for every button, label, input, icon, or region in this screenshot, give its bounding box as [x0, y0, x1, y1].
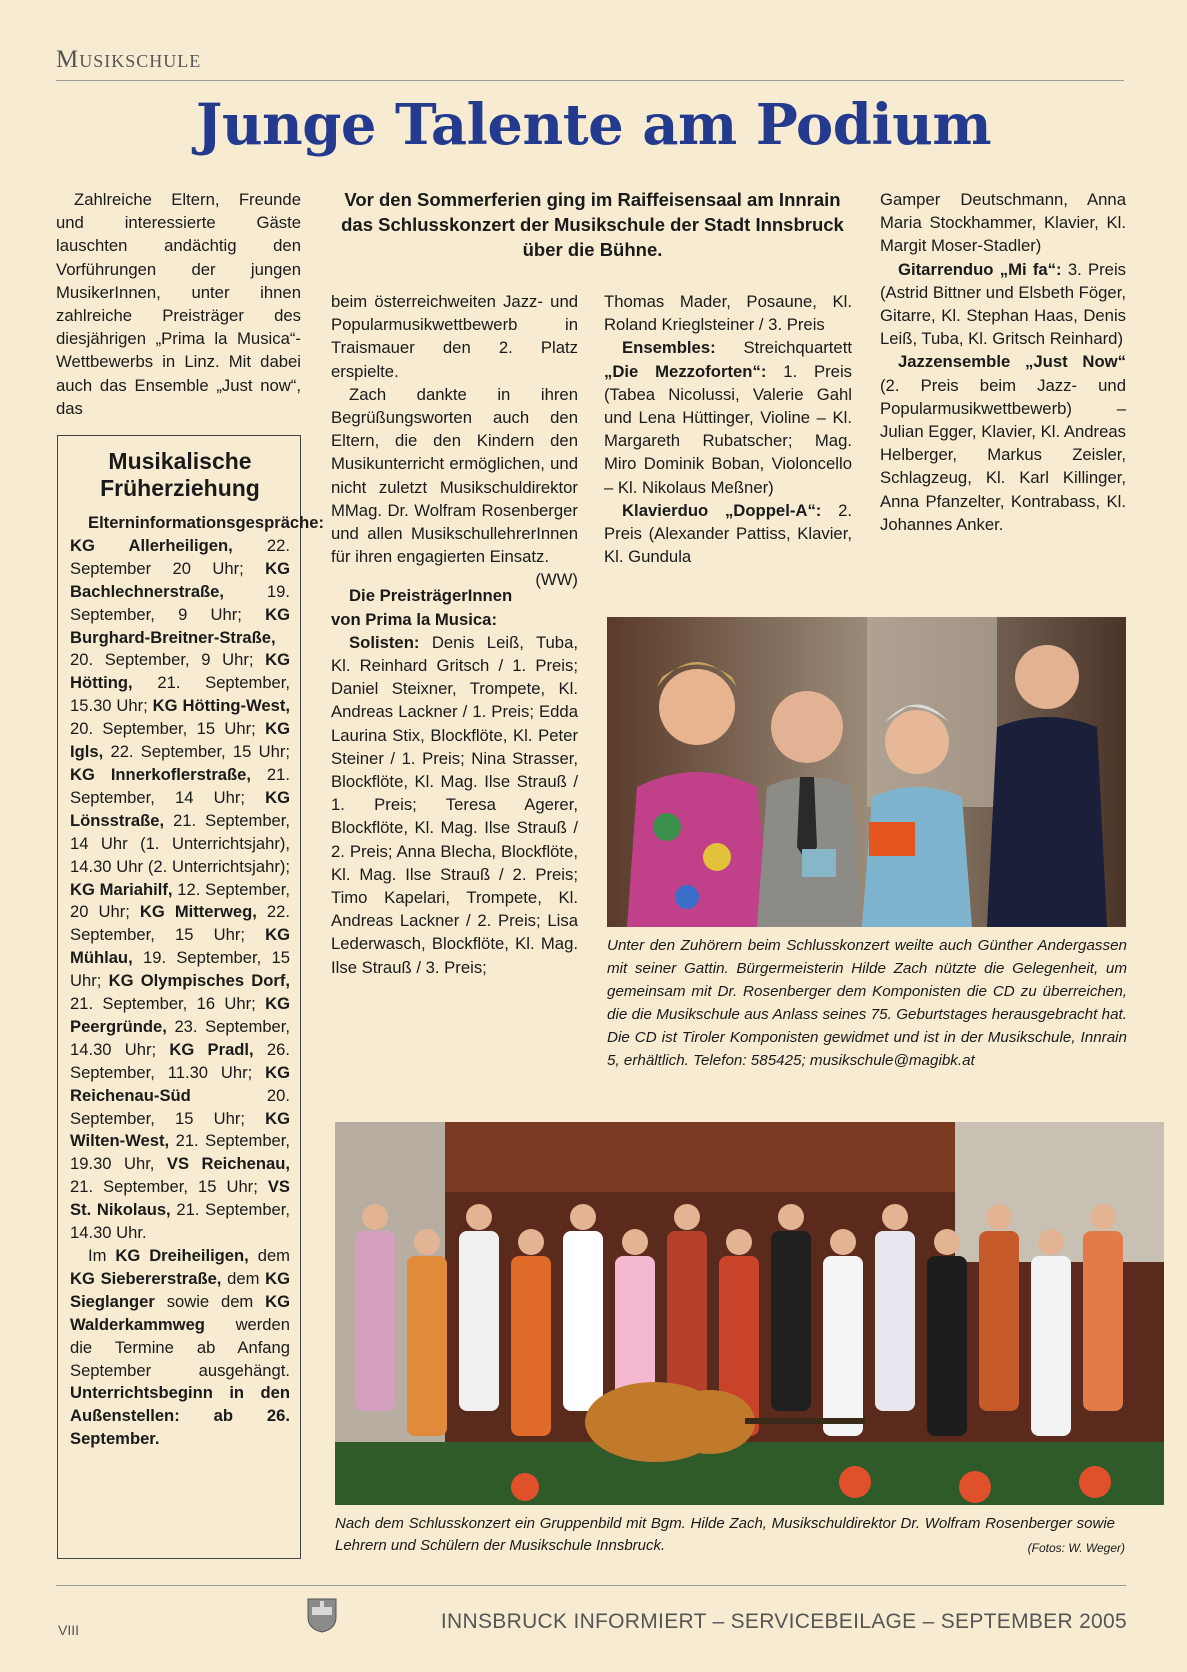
sidebar-segment: 19. September, 15 Uhr; [70, 948, 290, 991]
col3-paragraph-1: Thomas Mader, Posaune, Kl. Roland Krieglsteiner / 3. Preis [604, 292, 852, 335]
sidebar-segment: 12. September, 20 Uhr; [70, 879, 291, 922]
sidebar-segment: KG Wilten-West, [70, 1108, 290, 1151]
sidebar-segment: 21. September, 14 Uhr (1. Unterrichtsjahr), 14.30 Uhr (2. Unterrichtsjahr); [70, 810, 290, 876]
group-person [667, 1204, 707, 1411]
column-4 [880, 188, 1126, 536]
column-2 [331, 290, 578, 979]
section-label: Musikschule [56, 46, 202, 73]
photo2-caption: Nach dem Schlusskonzert ein Gruppenbild mit Bgm. Hilde Zach, Musikschuldirektor Dr. Wolfram Rosenberger sowie Lehrern und Schülern der Musikschule Innsbruck. [335, 1515, 1115, 1554]
header-rule [56, 80, 1124, 81]
publication-footer: INNSBRUCK INFORMIERT – SERVICEBEILAGE – SEPTEMBER 2005 [440, 1610, 1127, 1633]
sidebar-segment: KG Peergründe, [70, 994, 290, 1036]
group-person [823, 1229, 863, 1436]
group-person [875, 1204, 915, 1411]
award-photo-illustration [607, 617, 1126, 927]
award-photo [607, 617, 1126, 927]
col2-paragraph-1: beim österreichweiten Jazz- und Popularmusikwettbewerb in Traismauer den 2. Platz erspielte. [331, 292, 578, 381]
sidebar-segment: VS Reichenau, [166, 1154, 290, 1174]
col2-paragraph-2 [331, 383, 578, 590]
sidebar-segment: 21. September, 14.30 Uhr. [70, 1200, 290, 1243]
group-person [511, 1229, 551, 1436]
sidebar-segment: 20. September, 15 Uhr; [70, 1085, 290, 1128]
sidebar-segment: sowie dem [154, 1291, 266, 1311]
photo1-caption: Unter den Zuhörern beim Schlusskonzert weilte auch Günther Andergassen mit seiner Gattin. Bürgermeisterin Hilde Zach nützte die Gelegenheit, um gemeinsam mit Dr. Rosenberger dem Komponisten die CD zu überreichen, die die Musikschule aus Anlass seines 75. Geburtstages herausgebracht hat. Die CD ist Tiroler Komponisten gewidmet und ist in der Musikschule, Innrain 5, erhältlich. Telefon: 585425; musikschule@magibk.at [607, 937, 1127, 1069]
ensembles-text-b: 1. Preis (Tabea Nicolussi, Valerie Gahl und Lena Hüttinger, Violine – Kl. Margareth Rubatscher; Mag. Miro Dominik Boban, Violoncello – Kl. Nikolaus Meßner) [604, 361, 852, 497]
group-photo-illustration [335, 1122, 1164, 1505]
sidebar-segment: 21. September, 14 Uhr; [70, 764, 290, 807]
col4-paragraph-1: Gamper Deutschmann, Anna Maria Stockhammer, Klavier, Kl. Margit Moser-Stadler) [880, 190, 1126, 256]
sidebar-segment: KG Hötting, [70, 650, 290, 693]
soloists-text: Denis Leiß, Tuba, Kl. Reinhard Gritsch / 1. Preis; Daniel Steixner, Trompete, Kl. Andreas Lackner / 1. Preis; Edda Laurina Stix, Blockflöte, Kl. Peter Steiner / 1. Preis; Nina Strasser, Blockflöte, Kl. Mag. Ilse Strauß / 1. Preis; Teresa Agerer, Blockflöte, Kl. Mag. Ilse Strauß / 2. Preis; Anna Blecha, Blockflöte, Kl. Mag. Ilse Strauß / 2. Preis; Timo Kapelari, Trompete, Kl. Andreas Lackner / 2. Preis; Lisa Lederwasch, Blockflöte, Kl. Mag. Ilse Strauß / 3. Preis; [331, 632, 578, 977]
sidebar-segment: 23. September, 14.30 Uhr; [70, 1016, 290, 1059]
lead-paragraph: Vor den Sommerferien ging im Raiffeisensaal am Innrain das Schlusskonzert der Musikschule der Stadt Innsbruck über die Bühne. [341, 189, 844, 260]
column-3 [604, 290, 852, 568]
sidebar-segment: Unterrichtsbeginn in den Außenstellen: ab 26. September. [70, 1383, 290, 1449]
soloists-paragraph [331, 631, 578, 979]
sidebar-segment: KG Walderkammweg [70, 1291, 290, 1334]
sidebar-segment: 22. September 20 Uhr; [70, 535, 290, 578]
sidebar-paragraph-1 [70, 512, 325, 1245]
guitar-label: Gitarrenduo „Mi fa“: [898, 259, 1062, 279]
author-sign: (WW) [535, 570, 578, 590]
group-person [1083, 1204, 1123, 1411]
sidebar-segment: dem [248, 1246, 291, 1265]
sidebar-segment: 22. September, 15 Uhr; [103, 742, 290, 762]
sidebar-segment: KG Pradl, [169, 1039, 254, 1059]
soloists-label: Solisten: [349, 632, 420, 652]
group-person [927, 1229, 967, 1436]
city-crest-icon [306, 1595, 338, 1633]
group-person [979, 1204, 1019, 1411]
sidebar-segment: KG Hötting-West, [152, 696, 290, 716]
sidebar-segment: KG Bachlechnerstraße, [70, 558, 290, 601]
duo-label: Klavierduo „Doppel-A“: [622, 500, 822, 520]
sidebar-title: Musikalische Früherziehung [100, 448, 260, 501]
sidebar-segment: KG Mühlau, [70, 925, 290, 968]
jazz-label: Jazzensemble „Just Now“ [898, 352, 1126, 372]
duo-paragraph [604, 499, 852, 569]
group-person [459, 1204, 499, 1411]
sidebar-segment: KG Reichenau-Süd [70, 1062, 290, 1105]
sidebar-segment: KG Dreiheiligen, [115, 1246, 249, 1265]
ensembles-label: Ensembles: [622, 338, 716, 358]
sidebar-segment: 19. September, 9 Uhr; [70, 581, 290, 624]
sidebar-segment: KG Burghard-Breitner-Straße, [70, 604, 290, 647]
sidebar-segment: 21. September, 19.30 Uhr, [70, 1131, 290, 1174]
page-number: VIII [58, 1622, 80, 1638]
sidebar-segment: KG Igls, [70, 719, 290, 762]
photo-credit: (Fotos: W. Weger) [1027, 1541, 1125, 1555]
sidebar-segment: 20. September, 15 Uhr; [70, 719, 266, 739]
sidebar-segment: Elterninformationsgespräche: KG Allerheiligen, [70, 513, 325, 555]
intro-text: Zahlreiche Eltern, Freunde und interessierte Gäste lauschten andächtig den Vorführungen der jungen MusikerInnen, unter ihnen zahlreiche Preisträger des diesjährigen „Prima la Musica“-Wettbewerbs in Linz. Mit dabei auch das Ensemble „Just now“, das [56, 190, 301, 418]
sidebar-segment: KG Mitterweg, [139, 902, 257, 922]
intro-column [56, 188, 301, 420]
sidebar-segment: KG Sieglanger [70, 1268, 290, 1311]
sidebar-segment: KG Olympisches Dorf, [108, 971, 291, 991]
sidebar-segment: 21. September, 16 Uhr; [70, 994, 266, 1014]
ensemble-name: „Die Mezzoforten“: [604, 361, 767, 381]
sidebar-segment: KG Lönsstraße, [70, 787, 290, 830]
sidebar-segment: KG Mariahilf, [70, 879, 173, 899]
jazz-text: (2. Preis beim Jazz- und Popularmusikwettbewerb) – Julian Egger, Klavier, Kl. Andreas Helberger, Markus Zeisler, Schlagzeug, Kl. Karl Killinger, Anna Pfanzelter, Kontrabass, Kl. Johannes Anker. [880, 375, 1126, 534]
ensembles-paragraph [604, 336, 852, 498]
sidebar-text [70, 512, 325, 1451]
group-person [407, 1229, 447, 1436]
guitar-text: 3. Preis (Astrid Bittner und Elsbeth Föger, Gitarre, Kl. Stephan Haas, Denis Leiß, Tuba, Kl. Gritsch Reinhard) [880, 259, 1126, 349]
sidebar-segment: 20. September, 9 Uhr; [70, 650, 266, 670]
duo-text: 2. Preis (Alexander Pattiss, Klavier, Kl. Gundula [604, 500, 852, 567]
sidebar-paragraph-2 [70, 1245, 290, 1451]
guitar-paragraph [880, 258, 1126, 351]
footer-rule [56, 1585, 1126, 1586]
jazz-paragraph [880, 350, 1126, 536]
sidebar-segment: werden die Termine ab Anfang September ausgehängt. [70, 1314, 290, 1380]
page-title: Junge Talente am Podium [195, 92, 992, 158]
sidebar-segment: KG Siebererstraße, [70, 1268, 222, 1288]
sidebar-segment: 22. September, 15 Uhr; [70, 902, 290, 945]
winners-heading: Die PreisträgerInnen von Prima la Musica: [331, 586, 513, 629]
sidebar-segment: VS St. Nikolaus, [70, 1177, 290, 1220]
sidebar-box [57, 435, 325, 1559]
group-person [771, 1204, 811, 1411]
sidebar-segment: dem [221, 1268, 266, 1288]
sidebar-segment: Im [88, 1246, 116, 1265]
sidebar-segment: 21. September, 15.30 Uhr; [70, 673, 290, 716]
col2-thanks-text: Zach dankte in ihren Begrüßungsworten auch den Eltern, die den Kindern den Musikunterricht ermöglichen, und nicht zuletzt Musikschuldirektor MMag. Dr. Wolfram Rosenberger und allen MusikschullehrerInnen für ihren engagierten Einsatz. [331, 384, 578, 567]
group-person [355, 1204, 395, 1411]
sidebar-segment: 21. September, 15 Uhr; [70, 1177, 268, 1197]
group-person [563, 1204, 603, 1411]
sidebar-segment: KG Innerkoflerstraße, [70, 764, 251, 784]
sidebar-segment: 26. September, 11.30 Uhr; [70, 1039, 290, 1082]
group-photo [335, 1122, 1164, 1505]
group-person [1031, 1229, 1071, 1436]
ensembles-text-a: Streichquartett [715, 338, 852, 358]
